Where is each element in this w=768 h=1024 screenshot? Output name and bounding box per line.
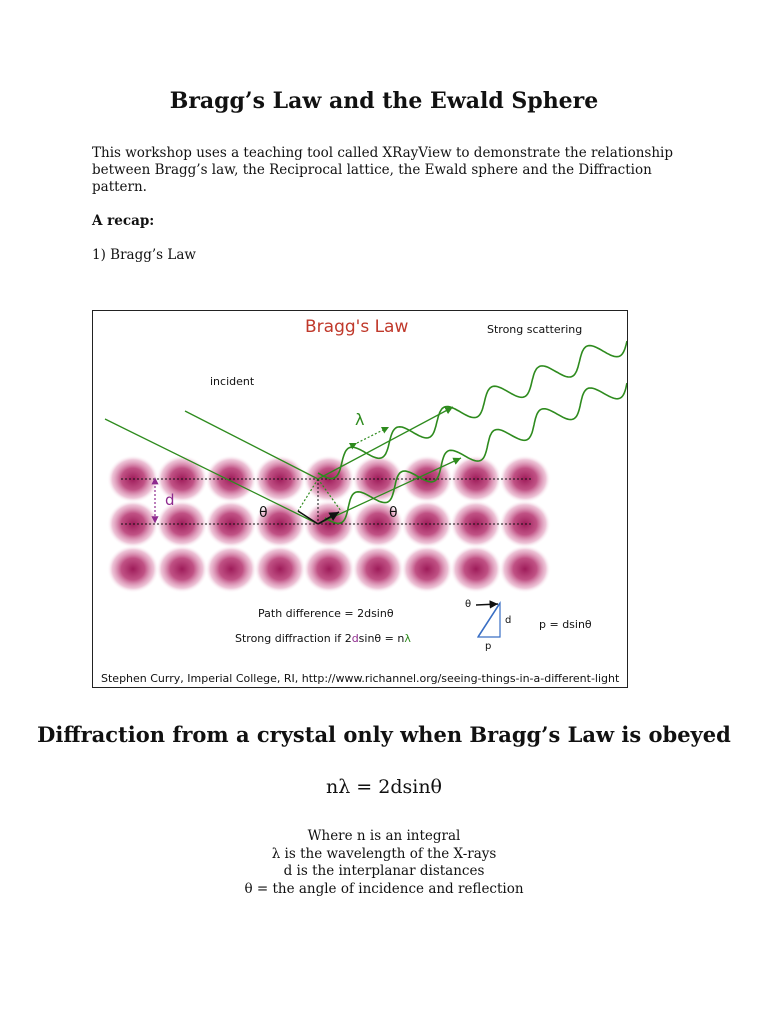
bragg-diagram (93, 311, 627, 687)
triangle-top-arrow (476, 604, 498, 605)
bragg-equation: nλ = 2dsinθ (325, 776, 443, 798)
triangle-p-label: p (485, 641, 492, 652)
triangle-d-label: d (505, 615, 512, 626)
atom (450, 545, 502, 593)
list-item-bragg-law: 1) Bragg’s Law (92, 247, 196, 263)
atom (499, 545, 551, 593)
atom (401, 545, 453, 593)
wavelength-arrow (357, 427, 389, 443)
d-label: d (165, 491, 175, 509)
figure-credit: Stephen Curry, Imperial College, RI, http://www.richannel.org/seeing-things-in-a-different-light (101, 672, 620, 685)
theta-right-label: θ (389, 505, 398, 521)
atom (352, 545, 404, 593)
definition-n: Where n is an integral (307, 828, 461, 844)
atom (205, 545, 257, 593)
path-difference-text: Path difference = 2dsinθ (258, 607, 394, 620)
atom (107, 545, 159, 593)
atom (303, 545, 355, 593)
definitions-list (0, 828, 768, 898)
bragg-law-figure (92, 310, 628, 688)
triangle-hypotenuse (478, 603, 500, 637)
atom (254, 545, 306, 593)
figure-title: Bragg's Law (305, 317, 409, 337)
p-equation: p = dsinθ (539, 618, 592, 631)
definition-d: d is the interplanar distances (283, 863, 485, 879)
recap-heading: A recap: (92, 213, 155, 229)
atom (156, 545, 208, 593)
strong-scattering-label: Strong scattering (487, 323, 583, 336)
incident-label: incident (210, 375, 255, 388)
lambda-label: λ (355, 410, 365, 429)
strong-diffraction-text: Strong diffraction if 2dsinθ = nλ (235, 632, 411, 645)
page-title: Bragg’s Law and the Ewald Sphere (169, 88, 599, 114)
definition-lambda: λ is the wavelength of the X-rays (271, 845, 497, 862)
intro-paragraph: This workshop uses a teaching tool called XRayView to demonstrate the relationship between Bragg’s law, the Reciprocal lattice, the Ewald sphere and the Diffraction pattern. (92, 145, 673, 195)
triangle-theta-label: θ (465, 599, 472, 610)
definition-theta: θ = the angle of incidence and reflection (244, 880, 524, 897)
theta-left-label: θ (259, 505, 268, 521)
diffraction-headline: Diffraction from a crystal only when Bragg’s Law is obeyed (37, 722, 731, 747)
